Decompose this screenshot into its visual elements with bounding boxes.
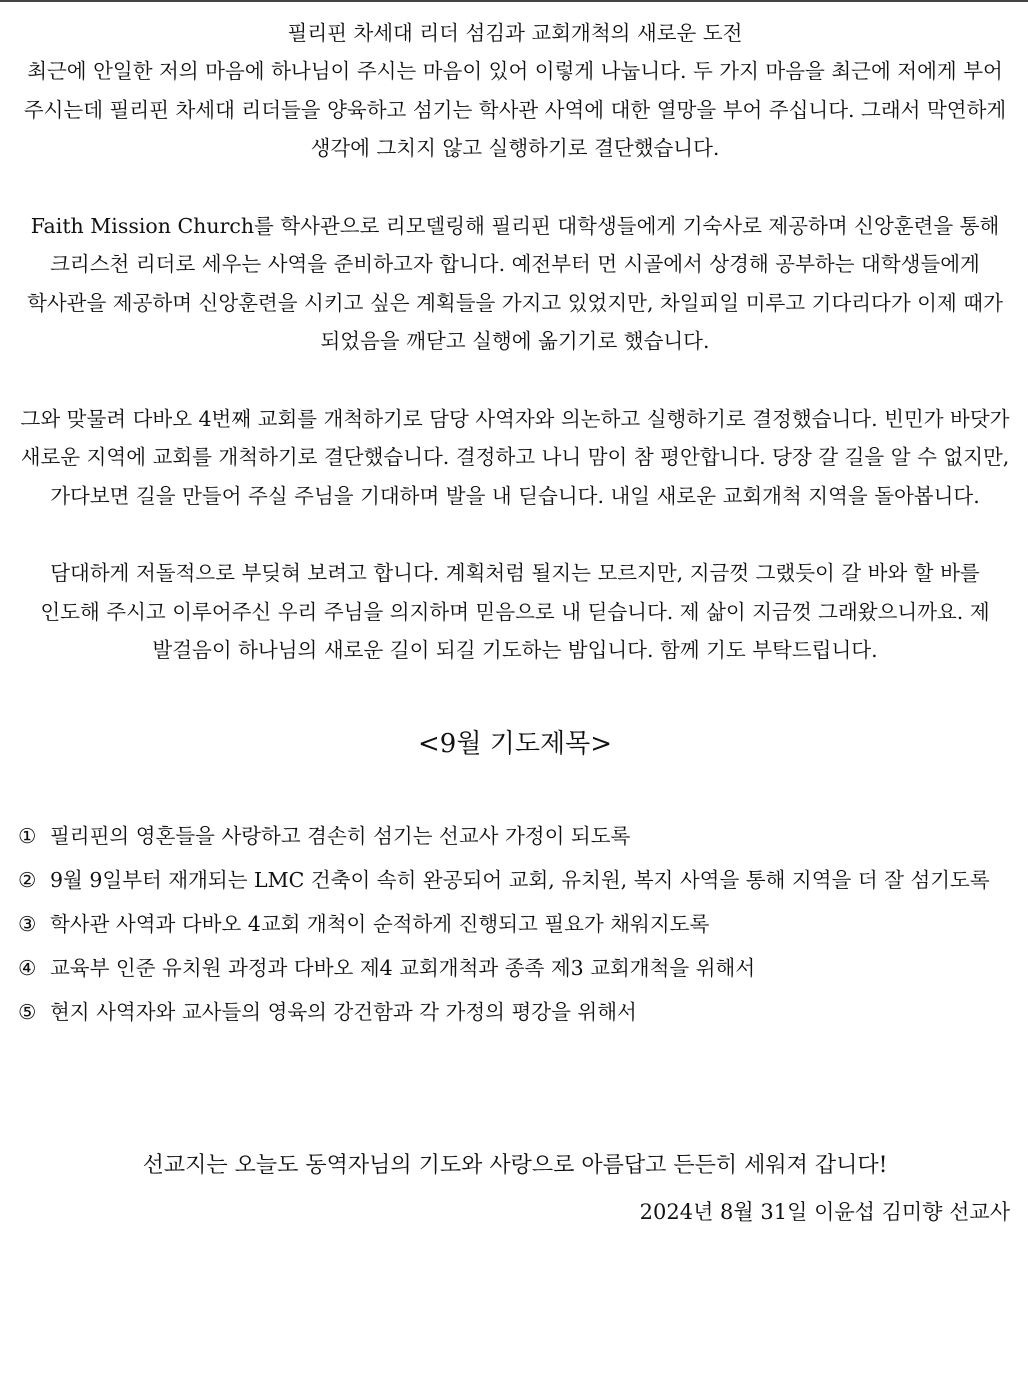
newsletter-document <box>18 14 1012 1232</box>
prayer-item-number: ② <box>18 867 37 892</box>
paragraph-church-planting: 그와 맞물려 다바오 4번째 교회를 개척하기로 담당 사역자와 의논하고 실행하기로 결정했습니다. 빈민가 바닷가 새로운 지역에 교회를 개척하기로 결단했습니다. 결정하고 나니 맘이 참 평안합니다. 당장 갈 길을 알 수 없지만, 가다보면 길을 만들어 주실 주님을 기대하며 발을 내 딛습니다. 내일 새로운 교회개척 지역을 돌아봅니다. <box>20 406 1010 508</box>
spacer <box>18 1034 1012 1146</box>
signature-line: 2024년 8월 31일 이윤섭 김미향 선교사 <box>639 1199 1010 1224</box>
spacer <box>18 764 1012 814</box>
spacer <box>18 515 1012 554</box>
top-border <box>0 0 1028 2</box>
prayer-item <box>18 990 1012 1034</box>
prayer-item <box>18 902 1012 946</box>
prayer-item <box>18 858 1012 902</box>
paragraph-faith: 담대하게 저돌적으로 부딪혀 보려고 합니다. 계획처럼 될지는 모르지만, 지금껏 그랬듯이 갈 바와 할 바를 인도해 주시고 이루어주신 우리 주님을 의지하며 믿음으로 내 딛습니다. 제 삶이 지금껏 그래왔으니까요. 제 발걸음이 하나님의 새로운 길이 되길 기도하는 밤입니다. 함께 기도 부탁드립니다. <box>40 561 990 662</box>
prayer-item-number: ① <box>18 823 37 848</box>
prayer-item <box>18 946 1012 990</box>
prayer-item-text: 현지 사역자와 교사들의 영육의 강건함과 각 가정의 평강을 위해서 <box>50 999 637 1024</box>
prayer-item <box>18 814 1012 858</box>
prayer-heading: <9월 기도제목> <box>418 728 612 759</box>
spacer <box>18 670 1012 724</box>
prayer-item-text: 학사관 사역과 다바오 4교회 개척이 순적하게 진행되고 필요가 채워지도록 <box>50 911 710 936</box>
prayer-item-number: ⑤ <box>18 999 37 1024</box>
spacer <box>18 168 1012 207</box>
document-title: 필리핀 차세대 리더 섬김과 교회개척의 새로운 도전 <box>287 21 743 45</box>
prayer-item-text: 필리핀의 영혼들을 사랑하고 겸손히 섬기는 선교사 가정이 되도록 <box>50 823 631 848</box>
prayer-item-number: ④ <box>18 955 37 980</box>
prayer-list <box>18 814 1012 1034</box>
prayer-item-text: 9월 9일부터 재개되는 LMC 건축이 속히 완공되어 교회, 유치원, 복지 사역을 통해 지역을 더 잘 섬기도록 <box>50 867 990 892</box>
prayer-item-text: 교육부 인준 유치원 과정과 다바오 제4 교회개척과 종족 제3 교회개척을 위해서 <box>50 955 756 980</box>
paragraph-intro: 최근에 안일한 저의 마음에 하나님이 주시는 마음이 있어 이렇게 나눕니다. 두 가지 마음을 최근에 저에게 부어 주시는데 필리핀 차세대 리더들을 양육하고 섬기는 학사관 사역에 대한 열망을 부어 주십니다. 그래서 막연하게 생각에 그치지 않고 실행하기로 결단했습니다. <box>23 59 1007 160</box>
closing-message: 선교지는 오늘도 동역자님의 기도와 사랑으로 아름답고 든든히 세워져 갑니다! <box>142 1152 888 1178</box>
spacer <box>18 361 1012 400</box>
paragraph-dormitory: Faith Mission Church를 학사관으로 리모델링해 필리핀 대학생들에게 기숙사로 제공하며 신앙훈련을 통해 크리스천 리더로 세우는 사역을 준비하고자 합니다. 예전부터 먼 시골에서 상경해 공부하는 대학생들에게 학사관을 제공하며 신앙훈련을 시키고 싶은 계획들을 가지고 있었지만, 차일피일 미루고 기다리다가 이제 때가 되었음을 깨닫고 실행에 옮기기로 했습니다. <box>27 213 1003 353</box>
prayer-item-number: ③ <box>18 911 37 936</box>
